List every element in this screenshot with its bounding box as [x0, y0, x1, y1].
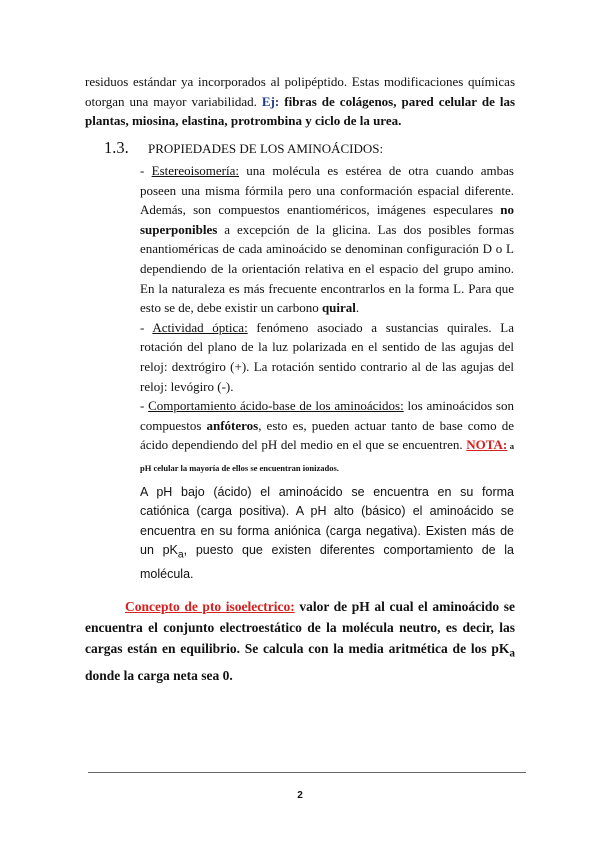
intro-paragraph — [85, 72, 515, 131]
optica-dash: - — [140, 319, 153, 335]
acidbase-bold: anfóteros — [206, 417, 259, 433]
acidbase-dash: - — [140, 398, 149, 414]
stereo-bold1: no superponibles — [140, 202, 514, 237]
stereo-text2: a excepción de la glicina. Las dos posibles formas enantioméricas de cada aminoácido se denominan configuración D o L dependiendo de la orientación relativa en el espacio del grupo amino. En la naturaleza es más frecuente encontrarlos en la forma L. Para que esto se de, debe existir un carbono — [140, 221, 514, 316]
acidbase-term: Comportamiento ácido-base de los aminoácidos: — [148, 398, 404, 414]
section-title: PROPIEDADES DE LOS AMINOÁCIDOS: — [148, 141, 384, 156]
stereo-paragraph — [140, 161, 514, 318]
example-text: fibras de colágenos, pared celular de las plantas, miosina, elastina, protrombina y ciclo de la urea. — [85, 93, 516, 128]
stereo-text1: una molécula es estérea de otra cuando ambas poseen una misma fórmila pero una conformación espacial diferente. Además, son compuestos enantioméricos, imágenes especulares — [140, 163, 514, 218]
acidbase-paragraph — [140, 396, 514, 478]
section-number: 1.3. — [104, 138, 129, 157]
stereo-dash: - — [140, 163, 152, 178]
acidbase-text2: , esto es, pueden actuar tanto de base como de ácido dependiendo del pH del medio en el que se encuentren. — [140, 417, 514, 453]
optica-text: fenómeno asociado a sustancias quirales. La rotación del plano de la luz polarizada en el sentido de las agujas del reloj: dextrógiro (+). La rotación sentido contrario al de las agujas del reloj: levógiro (-). — [140, 319, 514, 394]
nota-text: a pH celular la mayoría de ellos se encuentran ionizados. — [140, 441, 514, 473]
acidbase-text1: los aminoácidos son compuestos — [140, 398, 514, 433]
ph-paragraph — [140, 483, 514, 585]
isoelectric-text2: donde la carga neta sea 0. — [85, 667, 233, 683]
ph-text2: , puesto que existen diferentes comportamiento de la molécula. — [140, 543, 514, 582]
intro-text: residuos estándar ya incorporados al polipéptido. Estas modificaciones químicas otorgan una mayor variabilidad. — [85, 74, 515, 109]
isoelectric-text1: valor de pH al cual el aminoácido se encuentra el conjunto electroestático de la molécula neutro, es decir, las cargas están en equilibrio. Se calcula con la media aritmética de los pK — [85, 599, 515, 656]
ph-sub: a — [177, 549, 184, 561]
stereo-bold2: quiral — [321, 300, 356, 316]
footer-divider — [88, 772, 526, 773]
page-number: 2 — [297, 790, 303, 801]
isoelectric-label: Concepto de pto isoelectrico: — [125, 599, 295, 614]
nota-label: NOTA: — [466, 437, 508, 453]
section-heading — [104, 138, 524, 159]
stereo-end: . — [355, 300, 360, 316]
example-label: Ej: — [261, 93, 280, 109]
optica-term: Actividad óptica: — [152, 319, 248, 335]
optica-paragraph — [140, 318, 514, 396]
ph-text1: A pH bajo (ácido) el aminoácido se encuentra en su forma catiónica (carga positiva). A pH alto (básico) el aminoácido se encuentra en su forma aniónica (carga negativa). Existen más de un pK — [140, 484, 514, 558]
stereo-term: Estereoisomería: — [151, 163, 239, 178]
isoelectric-sub: a — [509, 647, 515, 660]
properties-list — [140, 161, 514, 585]
isoelectric-paragraph — [85, 596, 515, 686]
